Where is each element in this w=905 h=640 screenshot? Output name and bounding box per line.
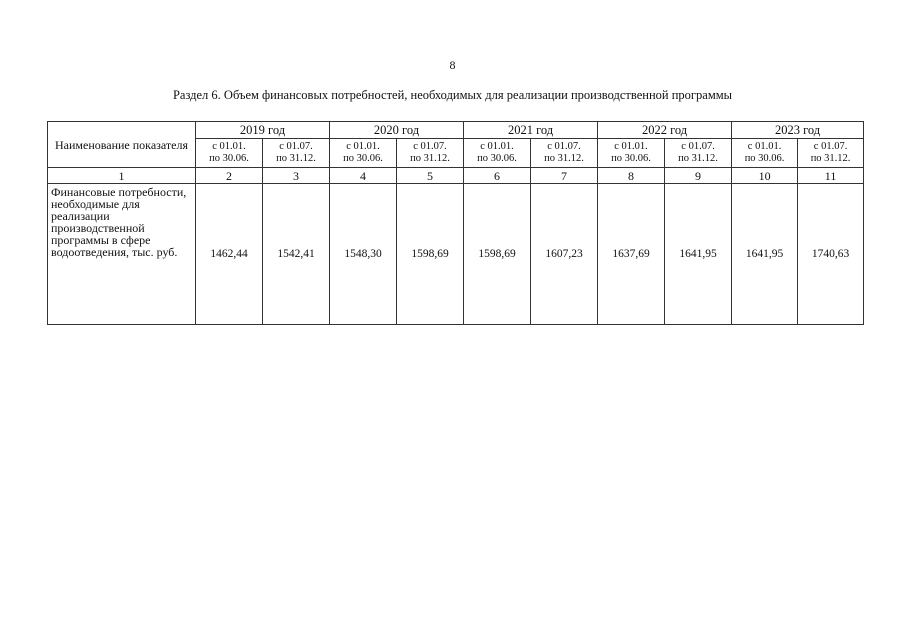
- column-number: 8: [598, 168, 665, 184]
- value-cell: 1641,95: [665, 184, 732, 325]
- column-number: 9: [665, 168, 732, 184]
- period-header: [464, 139, 531, 168]
- period-header: [330, 139, 397, 168]
- period-from: с 01.07.: [279, 141, 313, 152]
- period-to: по 31.12.: [410, 153, 450, 164]
- period-to: по 31.12.: [544, 153, 584, 164]
- column-number: 7: [531, 168, 598, 184]
- value-cell: 1641,95: [732, 184, 798, 325]
- column-number: 3: [263, 168, 330, 184]
- column-number: 4: [330, 168, 397, 184]
- table-row: [48, 184, 864, 325]
- period-from: с 01.07.: [413, 141, 447, 152]
- value-cell: 1607,23: [531, 184, 598, 325]
- row-label: Финансовые потребности, необходимые для реализации производственной программы в сфере водоотведения, тыс. руб.: [48, 184, 196, 325]
- period-to: по 30.06.: [343, 153, 383, 164]
- period-from: с 01.01.: [614, 141, 648, 152]
- period-to: по 31.12.: [276, 153, 316, 164]
- column-number: 5: [397, 168, 464, 184]
- period-to: по 30.06.: [477, 153, 517, 164]
- value-cell: 1462,44: [196, 184, 263, 325]
- section-title: Раздел 6. Объем финансовых потребностей, необходимых для реализации производственной программы: [172, 88, 733, 102]
- period-to: по 31.12.: [678, 153, 718, 164]
- column-number: 2: [196, 168, 263, 184]
- column-number-row: [48, 168, 864, 184]
- period-to: по 30.06.: [611, 153, 651, 164]
- period-header: [263, 139, 330, 168]
- period-from: с 01.07.: [547, 141, 581, 152]
- year-header: 2023 год: [732, 122, 864, 139]
- value-cell: 1598,69: [397, 184, 464, 325]
- period-to: по 31.12.: [810, 153, 851, 164]
- column-number: 11: [798, 168, 864, 184]
- year-header: 2019 год: [196, 122, 330, 139]
- name-column-header: Наименование показателя: [48, 122, 196, 168]
- year-header-row: [48, 122, 864, 139]
- period-from: с 01.07.: [681, 141, 715, 152]
- value-cell: 1637,69: [598, 184, 665, 325]
- period-header: [798, 139, 864, 168]
- period-header: [598, 139, 665, 168]
- column-number: 6: [464, 168, 531, 184]
- period-from: с 01.01.: [480, 141, 514, 152]
- value-cell: 1740,63: [798, 184, 864, 325]
- period-from: с 01.01.: [747, 141, 782, 152]
- period-from: с 01.01.: [212, 141, 246, 152]
- value-cell: 1542,41: [263, 184, 330, 325]
- period-to: по 30.06.: [209, 153, 249, 164]
- year-header: 2021 год: [464, 122, 598, 139]
- financial-needs-table: [47, 121, 864, 325]
- column-number: 1: [48, 168, 196, 184]
- column-number: 10: [732, 168, 798, 184]
- value-cell: 1598,69: [464, 184, 531, 325]
- year-header: 2020 год: [330, 122, 464, 139]
- value-cell: 1548,30: [330, 184, 397, 325]
- period-header: [196, 139, 263, 168]
- period-header: [732, 139, 798, 168]
- page-number: 8: [449, 58, 456, 72]
- period-header: [665, 139, 732, 168]
- period-to: по 30.06.: [744, 153, 785, 164]
- period-header: [531, 139, 598, 168]
- period-from: с 01.07.: [813, 141, 848, 152]
- period-header: [397, 139, 464, 168]
- period-from: с 01.01.: [346, 141, 380, 152]
- year-header: 2022 год: [598, 122, 732, 139]
